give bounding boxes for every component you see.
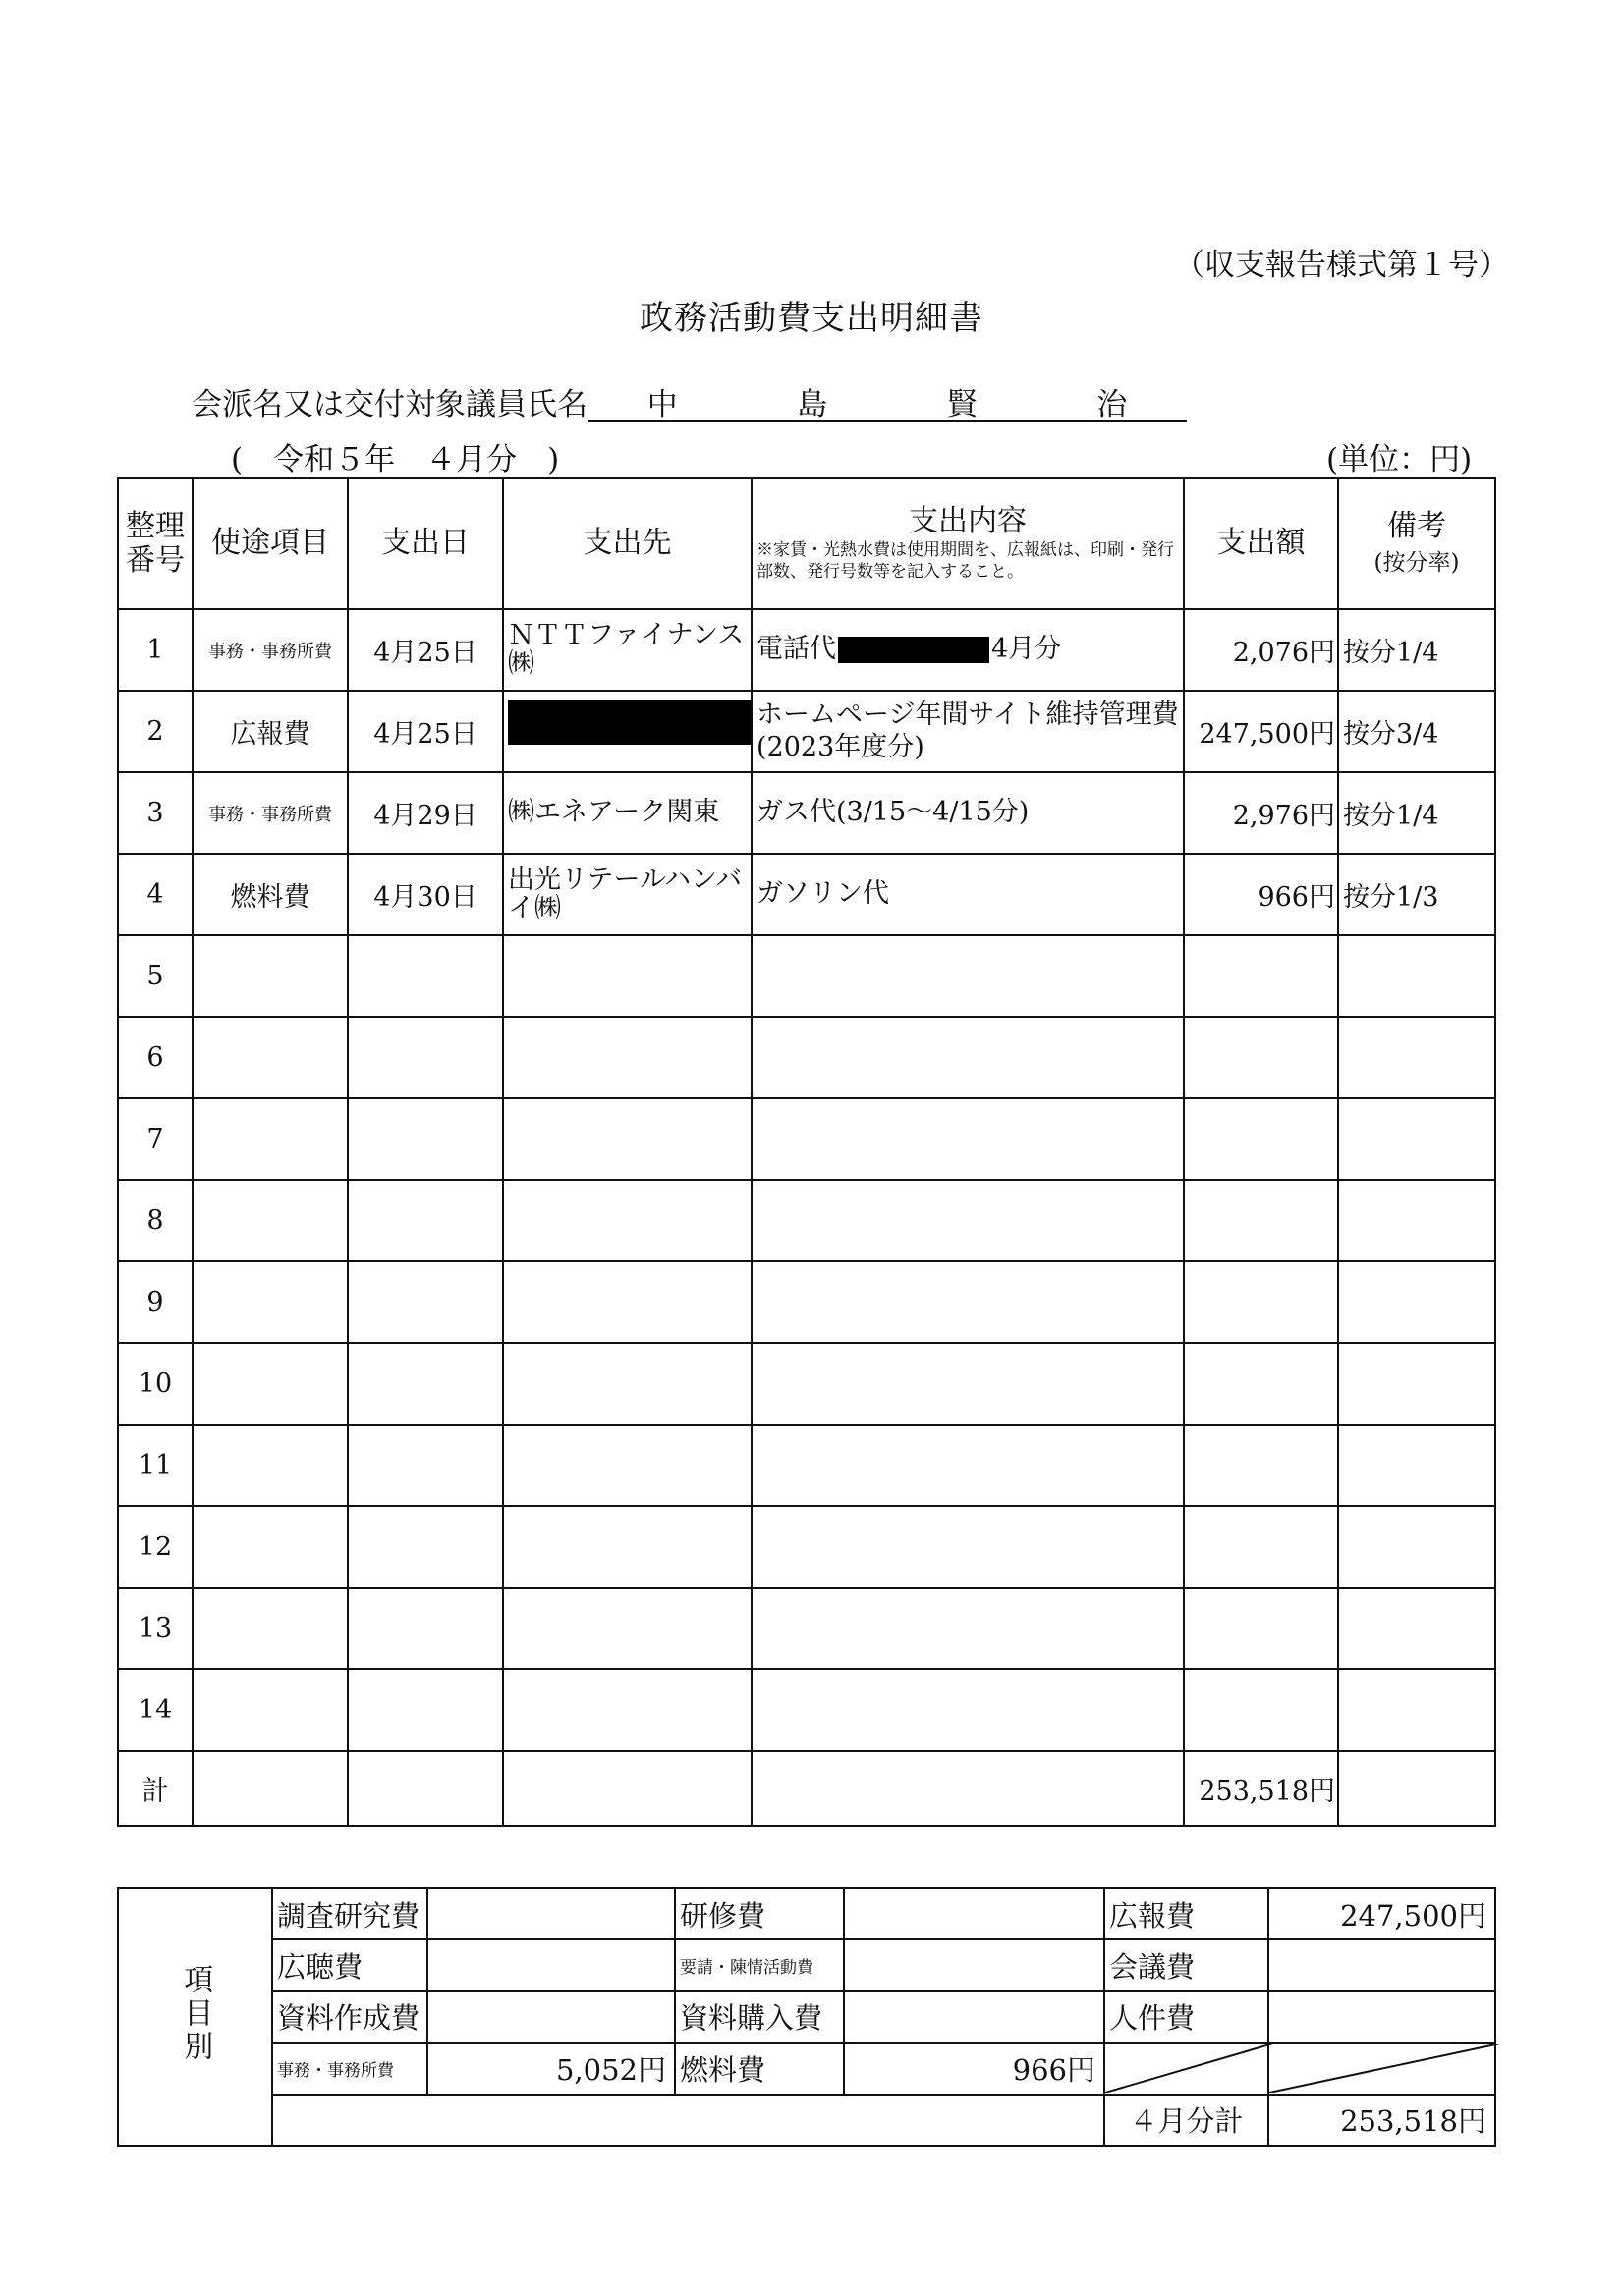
header-amount: 支出額 <box>1184 478 1338 609</box>
row-content <box>752 1098 1184 1180</box>
month-total-value: 253,518円 <box>1268 2095 1495 2146</box>
table-row <box>118 1017 1495 1098</box>
member-name-char: 島 <box>797 387 828 422</box>
header-content-note: ※家賃・光熱水費は使用期間を、広報紙は、印刷・発行部数、発行号数等を記入すること。 <box>756 539 1174 582</box>
summary-research-value <box>427 1888 675 1939</box>
summary-materials-creation-value <box>427 1991 675 2043</box>
header-date: 支出日 <box>348 478 503 609</box>
row-purpose: 広報費 <box>193 691 348 772</box>
table-cell <box>752 1751 1184 1826</box>
row-content <box>752 772 1184 854</box>
row-purpose <box>193 935 348 1017</box>
table-row <box>118 609 1495 691</box>
row-purpose: 燃料費 <box>193 854 348 935</box>
row-date <box>348 935 503 1017</box>
row-payee <box>503 854 752 935</box>
row-date <box>348 1669 503 1751</box>
row-payee <box>503 1261 752 1343</box>
row-remark <box>1338 1261 1495 1343</box>
row-amount <box>1184 1425 1338 1506</box>
month-total-label: ４月分計 <box>1104 2095 1268 2146</box>
summary-row <box>118 1939 1495 1990</box>
summary-personnel-label: 人件費 <box>1104 1991 1268 2043</box>
row-payee <box>503 1098 752 1180</box>
summary-office-value: 5,052円 <box>427 2043 675 2094</box>
payee-text: ＮＴＴファイナンス㈱ <box>508 620 745 679</box>
row-purpose <box>193 1588 348 1669</box>
row-number: 9 <box>118 1261 193 1343</box>
category-summary-table <box>117 1887 1496 2147</box>
row-payee <box>503 609 752 691</box>
row-payee <box>503 1425 752 1506</box>
content-suffix: 4月分 <box>991 634 1062 665</box>
row-content <box>752 1180 1184 1261</box>
row-content <box>752 1017 1184 1098</box>
row-payee <box>503 1588 752 1669</box>
total-label: 計 <box>118 1751 193 1826</box>
row-content <box>752 1343 1184 1425</box>
member-name <box>588 379 1187 422</box>
row-content <box>752 691 1184 772</box>
row-purpose <box>193 1098 348 1180</box>
table-header-row <box>118 478 1495 609</box>
row-remark <box>1338 1017 1495 1098</box>
summary-meeting-label: 会議費 <box>1104 1939 1268 1990</box>
row-remark <box>1338 935 1495 1017</box>
summary-office-label: 事務・事務所費 <box>272 2043 427 2094</box>
row-payee <box>503 935 752 1017</box>
form-number: （収支報告様式第１号） <box>1174 248 1509 283</box>
row-content <box>752 1261 1184 1343</box>
summary-row <box>118 1888 1495 1939</box>
row-number: 7 <box>118 1098 193 1180</box>
diagonal-slash-mark <box>1105 2044 1273 2093</box>
table-row <box>118 1506 1495 1588</box>
summary-research-label: 調査研究費 <box>272 1888 427 1939</box>
row-content <box>752 854 1184 935</box>
content-text: ホームページ年間サイト維持管理費(2023年度分) <box>756 700 1179 762</box>
row-amount <box>1184 1343 1338 1425</box>
content-text: ガス代(3/15～4/15分) <box>756 797 1030 828</box>
summary-hearing-value <box>427 1939 675 1990</box>
row-remark: 按分1/4 <box>1338 772 1495 854</box>
summary-petition-label: 要請・陳情活動費 <box>675 1939 844 1990</box>
row-amount <box>1184 1669 1338 1751</box>
summary-blank-slash <box>1268 2043 1495 2094</box>
summary-fuel-value: 966円 <box>844 2043 1104 2094</box>
row-content <box>752 1506 1184 1588</box>
diagonal-slash-mark <box>1269 2044 1500 2093</box>
summary-row <box>118 2095 1495 2146</box>
content-text: 電話代 <box>756 634 836 665</box>
summary-materials-creation-label: 資料作成費 <box>272 1991 427 2043</box>
row-date: 4月25日 <box>348 609 503 691</box>
row-remark: 按分1/3 <box>1338 854 1495 935</box>
row-number: 10 <box>118 1343 193 1425</box>
summary-pr-label: 広報費 <box>1104 1888 1268 1939</box>
row-remark <box>1338 1180 1495 1261</box>
row-number: 6 <box>118 1017 193 1098</box>
table-row <box>118 1588 1495 1669</box>
row-amount <box>1184 1506 1338 1588</box>
header-content-title: 支出内容 <box>909 504 1027 539</box>
row-date: 4月29日 <box>348 772 503 854</box>
row-number: 2 <box>118 691 193 772</box>
row-remark <box>1338 1506 1495 1588</box>
row-amount <box>1184 1098 1338 1180</box>
row-date <box>348 1506 503 1588</box>
row-date <box>348 1098 503 1180</box>
row-content <box>752 935 1184 1017</box>
row-payee <box>503 1506 752 1588</box>
row-amount: 247,500円 <box>1184 691 1338 772</box>
table-row <box>118 1098 1495 1180</box>
row-purpose <box>193 1343 348 1425</box>
row-date <box>348 1425 503 1506</box>
header-content <box>752 478 1184 609</box>
row-content <box>752 1669 1184 1751</box>
member-name-char: 賢 <box>946 387 978 422</box>
row-payee <box>503 1343 752 1425</box>
row-payee <box>503 772 752 854</box>
summary-row <box>118 2043 1495 2094</box>
row-content <box>752 1425 1184 1506</box>
row-purpose: 事務・事務所費 <box>193 609 348 691</box>
member-name-char: 治 <box>1096 387 1128 422</box>
row-date <box>348 1180 503 1261</box>
row-remark: 按分3/4 <box>1338 691 1495 772</box>
table-row <box>118 772 1495 854</box>
row-payee <box>503 691 752 772</box>
member-name-char: 中 <box>646 387 678 422</box>
summary-row <box>118 1991 1495 2043</box>
summary-materials-purchase-value <box>844 1991 1104 2043</box>
table-cell <box>503 1751 752 1826</box>
row-remark <box>1338 1669 1495 1751</box>
row-number: 12 <box>118 1506 193 1588</box>
row-amount <box>1184 1588 1338 1669</box>
row-purpose: 事務・事務所費 <box>193 772 348 854</box>
row-date: 4月30日 <box>348 854 503 935</box>
summary-training-label: 研修費 <box>675 1888 844 1939</box>
redaction-mark <box>838 637 989 663</box>
row-payee <box>503 1017 752 1098</box>
content-text: ガソリン代 <box>756 878 889 910</box>
report-period: ( 令和５年 ４月分 ) <box>231 442 560 477</box>
table-row <box>118 935 1495 1017</box>
row-payee <box>503 1180 752 1261</box>
table-cell <box>348 1751 503 1826</box>
table-body <box>118 609 1495 1751</box>
summary-fuel-label: 燃料費 <box>675 2043 844 2094</box>
expenditure-table <box>117 477 1496 1827</box>
summary-pr-value: 247,500円 <box>1268 1888 1495 1939</box>
summary-materials-purchase-label: 資料購入費 <box>675 1991 844 2043</box>
row-remark <box>1338 1425 1495 1506</box>
row-number: 14 <box>118 1669 193 1751</box>
row-purpose <box>193 1506 348 1588</box>
row-purpose <box>193 1425 348 1506</box>
summary-petition-value <box>844 1939 1104 1990</box>
row-purpose <box>193 1261 348 1343</box>
row-number: 4 <box>118 854 193 935</box>
summary-hearing-label: 広聴費 <box>272 1939 427 1990</box>
header-remark-title: 備考 <box>1387 509 1446 543</box>
table-row <box>118 1180 1495 1261</box>
row-amount: 2,076円 <box>1184 609 1338 691</box>
summary-blank-slash <box>1104 2043 1268 2094</box>
row-purpose <box>193 1669 348 1751</box>
table-row <box>118 1425 1495 1506</box>
table-cell <box>1338 1751 1495 1826</box>
table-row <box>118 691 1495 772</box>
row-date <box>348 1017 503 1098</box>
row-number: 11 <box>118 1425 193 1506</box>
row-date <box>348 1343 503 1425</box>
row-amount <box>1184 1180 1338 1261</box>
header-remark <box>1338 478 1495 609</box>
table-row <box>118 1261 1495 1343</box>
payee-text: ㈱エネアーク関東 <box>508 797 720 828</box>
currency-unit: (単位：円) <box>1326 442 1473 477</box>
row-number: 13 <box>118 1588 193 1669</box>
table-row <box>118 1343 1495 1425</box>
header-purpose: 使途項目 <box>193 478 348 609</box>
row-content <box>752 609 1184 691</box>
row-amount <box>1184 935 1338 1017</box>
redaction-mark <box>508 700 751 745</box>
summary-blank-cell <box>272 2095 1104 2146</box>
payee-text: 出光リテールハンバイ㈱ <box>508 865 743 924</box>
summary-meeting-value <box>1268 1939 1495 1990</box>
summary-training-value <box>844 1888 1104 1939</box>
header-no: 整理番号 <box>118 478 193 609</box>
row-date <box>348 1261 503 1343</box>
document-title: 政務活動費支出明細書 <box>640 299 983 338</box>
row-remark: 按分1/4 <box>1338 609 1495 691</box>
row-number: 5 <box>118 935 193 1017</box>
table-row <box>118 854 1495 935</box>
row-amount: 2,976円 <box>1184 772 1338 854</box>
row-remark <box>1338 1098 1495 1180</box>
row-date: 4月25日 <box>348 691 503 772</box>
row-amount: 966円 <box>1184 854 1338 935</box>
row-number: 3 <box>118 772 193 854</box>
header-remark-sub: (按分率) <box>1373 549 1460 576</box>
total-row <box>118 1751 1495 1826</box>
row-content <box>752 1588 1184 1669</box>
row-amount <box>1184 1017 1338 1098</box>
row-number: 8 <box>118 1180 193 1261</box>
row-amount <box>1184 1261 1338 1343</box>
summary-personnel-value <box>1268 1991 1495 2043</box>
table-cell <box>193 1751 348 1826</box>
category-label-text: 項目別 <box>178 1963 213 2064</box>
total-amount: 253,518円 <box>1184 1751 1338 1826</box>
row-number: 1 <box>118 609 193 691</box>
row-purpose <box>193 1180 348 1261</box>
row-remark <box>1338 1588 1495 1669</box>
member-name-label: 会派名又は交付対象議員氏名 <box>192 387 588 422</box>
row-date <box>348 1588 503 1669</box>
row-remark <box>1338 1343 1495 1425</box>
header-payee: 支出先 <box>503 478 752 609</box>
table-row <box>118 1669 1495 1751</box>
row-purpose <box>193 1017 348 1098</box>
category-label <box>118 1888 272 2146</box>
row-payee <box>503 1669 752 1751</box>
